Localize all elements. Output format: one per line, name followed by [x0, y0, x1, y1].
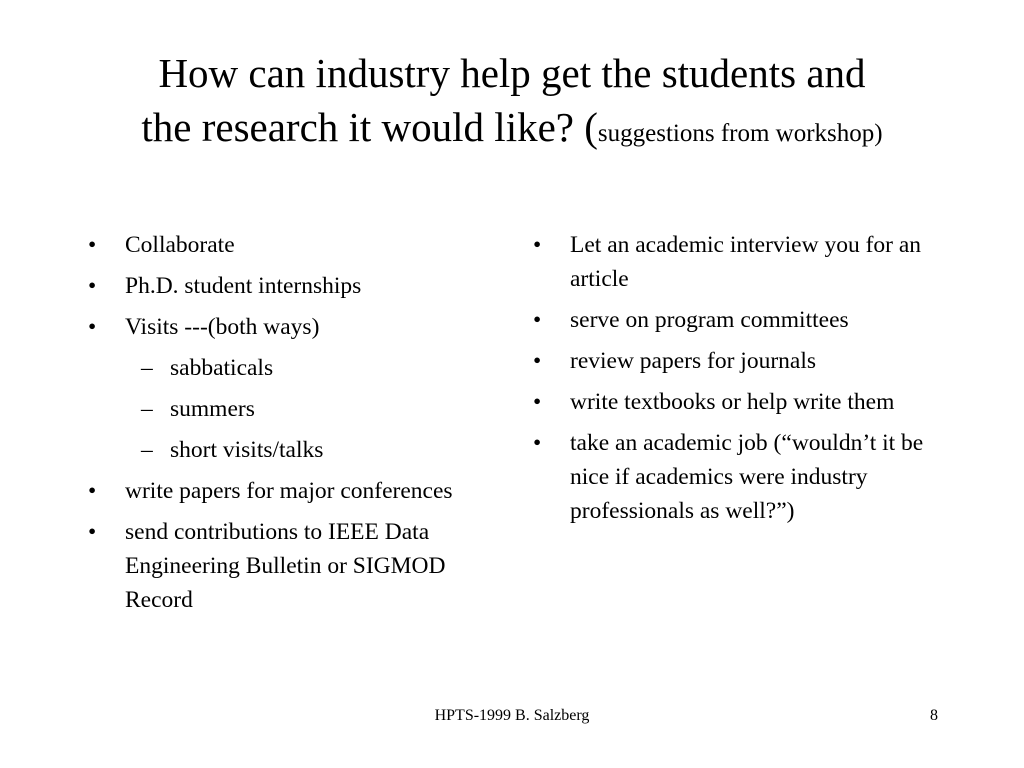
- left-sub-item: [88, 433, 508, 467]
- bullet-marker: •: [533, 307, 542, 333]
- dash-marker: –: [141, 396, 153, 422]
- item-text: Visits ---(both ways): [125, 314, 320, 340]
- left-bullet-item: [88, 269, 508, 303]
- item-text: write papers for major conferences: [125, 478, 453, 504]
- right-bullet-item: [533, 303, 933, 337]
- bullet-marker: •: [533, 430, 542, 456]
- item-text: summers: [170, 396, 255, 422]
- item-text: write textbooks or help write them: [570, 389, 895, 415]
- left-sub-item: [88, 351, 508, 385]
- dash-marker: –: [141, 355, 153, 381]
- item-text: review papers for journals: [570, 348, 817, 374]
- item-text: short visits/talks: [170, 437, 324, 463]
- bullet-marker: •: [533, 348, 542, 374]
- title-line-2-small: suggestions from workshop): [597, 120, 883, 147]
- right-bullet-list: [533, 228, 933, 528]
- item-text: sabbaticals: [170, 355, 274, 381]
- right-column: [533, 228, 933, 535]
- slide-title: [40, 46, 984, 161]
- item-text: send contributions to IEEE Data Engineering Bulletin or SIGMOD Record: [125, 519, 446, 613]
- left-bullet-list: [88, 228, 508, 617]
- left-sub-item: [88, 392, 508, 426]
- title-line-2: [40, 100, 984, 161]
- left-bullet-item: [88, 515, 508, 617]
- title-line-2-main: the research it would like? (: [141, 104, 598, 150]
- bullet-marker: •: [88, 478, 97, 504]
- footer-author: HPTS-1999 B. Salzberg: [434, 707, 590, 724]
- item-text: take an academic job (“wouldn’t it be nice if academics were industry professionals as well?”): [570, 430, 924, 524]
- right-bullet-item: [533, 385, 933, 419]
- bullet-marker: •: [88, 519, 97, 545]
- page-number: 8: [930, 707, 938, 724]
- bullet-marker: •: [88, 273, 97, 299]
- bullet-marker: •: [88, 232, 97, 258]
- title-line-1: How can industry help get the students and: [158, 50, 866, 96]
- bullet-marker: •: [533, 232, 542, 258]
- dash-marker: –: [141, 437, 153, 463]
- right-bullet-item: [533, 228, 933, 296]
- left-bullet-item: [88, 228, 508, 262]
- right-bullet-item: [533, 344, 933, 378]
- bullet-marker: •: [533, 389, 542, 415]
- item-text: Let an academic interview you for an article: [570, 232, 922, 292]
- bullet-marker: •: [88, 314, 97, 340]
- item-text: Collaborate: [125, 232, 235, 258]
- left-column: [88, 228, 508, 624]
- left-bullet-item: [88, 310, 508, 344]
- item-text: serve on program committees: [570, 307, 849, 333]
- item-text: Ph.D. student internships: [125, 273, 362, 299]
- left-bullet-item: [88, 474, 508, 508]
- right-bullet-item: [533, 426, 933, 528]
